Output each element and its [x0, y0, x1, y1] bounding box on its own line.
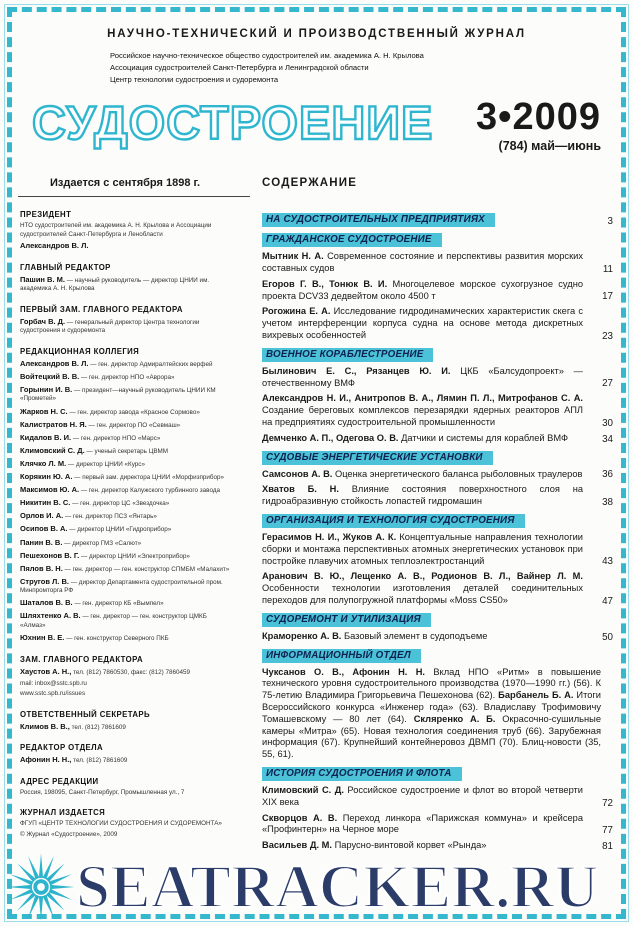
board-member-name: Никитин В. С.: [20, 498, 71, 508]
toc-section-heading: ВОЕННОЕ КОРАБЛЕСТРОЕНИЕ: [262, 348, 433, 362]
board-member-role: тел. (812) 7860530, факс: (812) 7860459: [71, 668, 190, 676]
board-member-role: тел. (812) 7861609: [71, 757, 128, 765]
board-member-role: — ген. директор — ген. конструктор ЦМКБ «Алмаз»: [20, 613, 207, 629]
board-member-role: — первый зам. директора ЦНИИ «Морфизприбор»: [72, 474, 225, 482]
publisher-org-line: Ассоциация судостроителей Санкт-Петербурга и Ленинградской области: [110, 62, 369, 72]
board-member-name: Стругов Л. В.: [20, 576, 69, 586]
toc-item-title: Влияние состояния поверхностного слоя на гидроабразивную стойкость лопастей гидромашин: [262, 484, 583, 507]
sidebar-section: [20, 347, 234, 644]
board-member-role: — директор ЦНИИ «Электроприбор»: [79, 552, 190, 560]
toc-item: [262, 631, 613, 643]
sidebar-section: [20, 655, 234, 699]
sidebar-section-heading: РЕДАКТОР ОТДЕЛА: [20, 743, 104, 753]
toc-item-title: ЦКБ «Балсудопроект» — отечественному ВМФ: [262, 365, 583, 388]
toc-item: [262, 667, 613, 761]
sidebar-entry-text: www.sstc.spb.ru/issues: [20, 690, 86, 698]
board-member-name: Панин В. В.: [20, 537, 63, 547]
toc-item-title: Переход линкора «Парижская коммуна» и крейсера «Профинтерн» на Черное море: [262, 812, 583, 835]
sidebar-entry-text: НТО судостроителей им. академика А. Н. Крылова и Ассоциации судостроителей Санкт-Петербурга и Ленобласти: [20, 222, 212, 238]
board-member-role: — директор ЦНИИ «Гидроприбор»: [67, 526, 172, 534]
issue-block: [476, 98, 615, 153]
board-member-name: Кидалов В. И.: [20, 432, 72, 442]
toc-heading-row: [262, 451, 613, 465]
toc-item-authors: Хватов Б. Н.: [262, 484, 339, 495]
toc-heading-row: [262, 514, 613, 528]
page-number: 50: [602, 631, 613, 643]
sidebar-section: [20, 305, 234, 336]
toc-item-authors: Александров Н. И., Анитропов В. А., Лямин П. Л., Митрофанов С. А.: [262, 393, 583, 404]
board-member: [20, 359, 234, 370]
board-member-role: — научный руководитель — директор ЦНИИ им. академика А. Н. Крылова: [20, 276, 210, 293]
board-member-role: — генеральный директор Центра технологии судостроения и судоремонта: [20, 318, 200, 335]
board-member: [20, 524, 234, 535]
page-number: 23: [602, 330, 613, 342]
board-member: [20, 722, 234, 733]
toc-item: [262, 433, 613, 445]
toc-heading-row: [262, 348, 613, 362]
publisher-org-line: Центр технологии судостроения и судоремонта: [110, 74, 279, 84]
toc-item-text: [262, 393, 595, 428]
board-member-name: Шаталов В. В.: [20, 598, 73, 608]
sidebar-entry-text: mail: inbox@sstc.spb.ru: [20, 679, 87, 687]
board-member-name: Шляхтенко А. В.: [20, 611, 81, 621]
board-member-role: — директор Департамента судостроительной пром. Минпромторга РФ: [20, 578, 223, 595]
toc-item-authors: Скворцов А. В.: [262, 812, 338, 823]
toc-item-text: [262, 813, 595, 837]
board-member: [20, 446, 234, 457]
board-member: [20, 598, 234, 609]
board-member: [20, 667, 234, 678]
board-member: [20, 755, 234, 766]
toc-section-heading: ГРАЖДАНСКОЕ СУДОСТРОЕНИЕ: [262, 233, 442, 247]
sidebar-section-heading: ЗАМ. ГЛАВНОГО РЕДАКТОРА: [20, 654, 144, 664]
toc-item: [262, 813, 613, 837]
board-member: [20, 459, 234, 470]
toc-item-text: [262, 306, 595, 341]
toc-item-text: [262, 279, 595, 303]
toc-item-title: Российское судостроение и флот во второй четверти XIX века: [262, 785, 583, 807]
board-member-role: — ген. директор ЦС «Звездочка»: [70, 500, 170, 508]
toc-item: [262, 393, 613, 428]
board-member-name: Климовский С. Д.: [20, 445, 85, 455]
board-member-name: Максимов Ю. А.: [20, 485, 80, 495]
page-number: 81: [602, 840, 613, 852]
toc-item-title: Современное состояние и перспективы развития морских составных судов: [262, 251, 583, 274]
page-number: 34: [602, 433, 613, 445]
main-columns: [18, 206, 615, 858]
toc-item-authors: Самсонов А. В.: [262, 468, 333, 479]
page-number: 17: [602, 291, 613, 303]
masthead: [32, 98, 615, 153]
toc-item: [262, 366, 613, 390]
toc-item: [262, 279, 613, 303]
toc-item: [262, 571, 613, 606]
toc-heading-row: [262, 213, 613, 227]
toc-section: [262, 451, 613, 508]
toc-section-heading: СУДОВЫЕ ЭНЕРГЕТИЧЕСКИЕ УСТАНОВКИ: [262, 451, 493, 465]
board-member: [20, 633, 234, 644]
toc-section: [262, 348, 613, 445]
board-member-name: Климов В. В.,: [20, 721, 70, 731]
board-member: [20, 241, 234, 252]
board-member-role: — ген. директор ПО «Севмаш»: [86, 421, 181, 429]
toc-item-authors: Рогожина Е. А.: [262, 306, 331, 317]
page-number: 47: [602, 595, 613, 607]
published-since: Издается с сентября 1898 г.: [50, 177, 201, 190]
board-member-role: — ген. директор ПСЗ «Янтарь»: [63, 513, 157, 521]
since-cell: [18, 173, 250, 197]
toc-item-text: [262, 667, 613, 761]
board-member: [20, 538, 234, 549]
toc-item-text: [262, 366, 595, 390]
toc-item: [262, 532, 613, 567]
board-member-name: Калистратов Н. Я.: [20, 419, 87, 429]
toc-section: [262, 514, 613, 607]
toc-section: [262, 649, 613, 761]
sidebar-section: [20, 210, 234, 252]
toc-item-title: Оценка энергетического баланса рыболовных траулеров: [332, 468, 583, 479]
board-member-role: — ген. директор Адмиралтейских верфей: [88, 360, 213, 368]
publisher-orgs: [110, 50, 615, 85]
toc-item-title: Создание береговых комплексов перезарядки ядерных реакторов АПЛ на предприятиях судостроительной промышленности: [262, 405, 583, 428]
board-member-role: — ген. директор завода «Красное Сормово»: [67, 408, 200, 416]
toc-item-text: [262, 433, 595, 445]
toc-item-title: Парусно-винтовой корвет «Рында»: [331, 840, 487, 851]
page-number: 72: [602, 797, 613, 809]
board-member-name: Пашин В. М.: [20, 274, 65, 284]
toc-item-title: Датчики и системы для кораблей ВМФ: [398, 432, 569, 443]
sidebar-section: [20, 777, 234, 798]
board-member: [20, 317, 234, 336]
board-member: [20, 564, 234, 575]
board-member: [20, 407, 234, 418]
toc-item: [262, 469, 613, 481]
board-member-name: Афонин Н. Н.,: [20, 755, 72, 765]
page-number: 3: [607, 216, 613, 228]
subhead-row: [18, 173, 615, 197]
publisher-org-line: Российское научно-техническое общество судостроителей им. академика А. Н. Крылова: [110, 51, 424, 60]
sidebar-section-heading: ЖУРНАЛ ИЗДАЕТСЯ: [20, 808, 106, 818]
board-member-role: — ген. директор НПО «Марс»: [71, 434, 161, 442]
sidebar-section-heading: ГЛАВНЫЙ РЕДАКТОР: [20, 262, 111, 272]
sidebar-entry-text: © Журнал «Судостроение», 2009: [20, 830, 118, 838]
board-member: [20, 472, 234, 483]
toc-item: [262, 785, 613, 809]
toc-item: [262, 306, 613, 341]
board-member-name: Осипов В. А.: [20, 524, 68, 534]
sidebar-section-heading: ПРЕЗИДЕНТ: [20, 210, 72, 220]
board-member-role: — президент—научный руководитель ЦНИИ КМ «Прометей»: [20, 386, 216, 403]
page-number: 27: [602, 378, 613, 390]
toc-heading-row: [262, 649, 613, 663]
board-member: [20, 551, 234, 562]
board-member: [20, 511, 234, 522]
toc-item-authors: Васильев Д. М.: [262, 840, 332, 851]
toc-item-text: [262, 840, 595, 852]
board-member-role: тел. (812) 7861609: [69, 723, 126, 731]
board-member-name: Горбач В. Д.: [20, 316, 66, 326]
board-member: [20, 611, 234, 630]
board-member-name: Александров В. Л.: [20, 358, 89, 368]
board-member: [20, 372, 234, 383]
page-number: 36: [602, 469, 613, 481]
toc-item-title: Концептуальные направления технологии сборки и монтажа перспективных атомных энергетических установок при постройке плавучих атомных теплоэлектростанций: [262, 532, 584, 566]
toc-item-text: [262, 631, 595, 643]
board-member: [20, 498, 234, 509]
board-member-role: — ген. директор — ген. конструктор СПМБМ «Малахит»: [62, 565, 230, 573]
sidebar-entry-text: ФГУП «ЦЕНТР ТЕХНОЛОГИИ СУДОСТРОЕНИЯ И СУДОРЕМОНТА»: [20, 820, 222, 828]
toc-item-text: [262, 571, 595, 606]
board-member: [20, 420, 234, 431]
toc-item-authors: Демченко А. П., Одегова О. В.: [262, 432, 399, 443]
toc-item-text: [262, 484, 595, 508]
toc-section: [262, 613, 613, 643]
toc-item-text: [262, 785, 595, 809]
board-member-name: Орлов И. А.: [20, 511, 64, 521]
sidebar-section: [20, 743, 234, 766]
board-member-name: Корякин Ю. А.: [20, 472, 73, 482]
board-member-name: Клячко Л. М.: [20, 458, 67, 468]
toc-item-text: [262, 469, 595, 481]
toc-section-heading: СУДОРЕМОНТ И УТИЛИЗАЦИЯ: [262, 613, 431, 627]
board-member: [20, 433, 234, 444]
sidebar-section-heading: АДРЕС РЕДАКЦИИ: [20, 776, 99, 786]
sidebar-section: [20, 263, 234, 294]
toc-segment: Окрасочно-сушильные камеры «Митра» (65). Новая технология соединения труб (66). Зарубежная информация (67). Крупнейший контейнеровоз ДВМП (70). Блиц-новости (35, 55, 61).: [262, 713, 602, 760]
sidebar-section: [20, 808, 234, 839]
board-member-name: Юхнин В. Е.: [20, 633, 65, 643]
toc-sections: [250, 206, 615, 858]
page-number: 77: [602, 825, 613, 837]
toc-segment: Итоги Всероссийского конкурса «Инженер года» (63). Владиславу Трофимовичу Томашевскому — 80 лет (64).: [262, 690, 601, 724]
toc-section: [262, 233, 613, 342]
toc-heading-row: [262, 613, 613, 627]
toc-heading-row: [262, 767, 613, 781]
sidebar-section-heading: ОТВЕТСТВЕННЫЙ СЕКРЕТАРЬ: [20, 709, 151, 719]
toc-item-title: Особенности технологии изготовления деталей соединительных переходов для полупогружной платформы «Moss CS50»: [262, 583, 583, 606]
toc-section-heading: ИНФОРМАЦИОННЫЙ ОТДЕЛ: [262, 649, 421, 663]
toc-section-heading: НА СУДОСТРОИТЕЛЬНЫХ ПРЕДПРИЯТИЯХ: [262, 213, 495, 227]
toc-item-authors: Мытник Н. А.: [262, 251, 324, 262]
toc-item-authors: Герасимов Н. И., Жуков А. К.: [262, 532, 397, 543]
toc-item-authors: Краморенко А. В.: [262, 630, 342, 641]
sidebar-section: [20, 710, 234, 733]
sidebar-section-heading: РЕДАКЦИОННАЯ КОЛЛЕГИЯ: [20, 346, 140, 356]
toc-item-text: [262, 532, 595, 567]
toc-item-text: [262, 251, 595, 275]
watermark-text: SEATRACKER.RU: [76, 853, 599, 921]
toc-item-authors: Егоров Г. В., Тонюк В. И.: [262, 278, 388, 289]
board-member: [20, 385, 234, 404]
board-member-role: — ген. директор КБ «Вымпел»: [72, 600, 164, 608]
toc-item-authors: Климовский С. Д.: [262, 785, 344, 795]
toc-item-authors: Былинович Е. С., Рязанцев Ю. И.: [262, 365, 451, 376]
issue-subtitle: (784) май—июнь: [498, 139, 601, 154]
toc-item: [262, 840, 613, 852]
toc-segment: Скляренко А. Б.: [413, 713, 496, 724]
toc-section: [262, 767, 613, 852]
toc-section-heading: ОРГАНИЗАЦИЯ И ТЕХНОЛОГИЯ СУДОСТРОЕНИЯ: [262, 514, 525, 528]
toc-item-authors: Аранович В. Ю., Лещенко А. В., Родионов В. Л., Вайнер Л. М.: [262, 571, 583, 582]
page-number: 11: [602, 263, 613, 275]
board-member-role: — ген. директор НПО «Аврора»: [79, 373, 175, 381]
toc-item-title: Исследование гидродинамических характеристик скега с учетом интерференции корпуса судна на основе метода дискретных вихревых особенностей: [262, 306, 584, 341]
contents-title: СОДЕРЖАНИЕ: [262, 177, 358, 190]
board-member-name: Хаустов А. Н.,: [20, 666, 72, 676]
journal-title: СУДОСТРОЕНИЕ: [32, 96, 434, 150]
page-number: 43: [602, 556, 613, 568]
board-member: [20, 275, 234, 294]
board-member-name: Пялов В. Н.: [20, 563, 63, 573]
board-member-name: Горынин И. В.: [20, 384, 73, 394]
toc-item-title: Многоцелевое морское сухогрузное судно проекта DCV33 дедвейтом около 4500 т: [262, 278, 584, 301]
board-member-name: Пешехонов В. Г.: [20, 550, 80, 560]
board-member: [20, 485, 234, 496]
board-member: [20, 577, 234, 596]
sidebar-entry-text: Россия, 198095, Санкт-Петербург, Промышленная ул., 7: [20, 788, 185, 796]
board-member-role: — директор ЦНИИ «Курс»: [66, 460, 145, 468]
board-member-name: Александров В. Л.: [20, 241, 89, 251]
toc-section: [262, 213, 613, 227]
toc-item: [262, 251, 613, 275]
page-number: 30: [602, 417, 613, 429]
toc-item: [262, 484, 613, 508]
journal-tagline: НАУЧНО-ТЕХНИЧЕСКИЙ И ПРОИЗВОДСТВЕННЫЙ ЖУРНАЛ: [107, 28, 526, 40]
board-member-role: — ген. директор Калужского турбинного завода: [79, 487, 220, 495]
toc-section-heading: ИСТОРИЯ СУДОСТРОЕНИЯ И ФЛОТА: [262, 767, 462, 781]
toc-item-title: Базовый элемент в судоподъеме: [341, 630, 488, 641]
board-member-name: Жарков Н. С.: [20, 406, 68, 416]
toc-segment: Барбанель Б. А.: [498, 690, 574, 701]
toc-segment: Вклад НПО «Ритм» в повышение технического уровня судостроительного производства (1970—1990 гг.) (56). К 75-летию Владимира Григорьевича Пешехонова (62).: [262, 666, 601, 701]
contents-cell: [250, 173, 615, 197]
board-member-name: Войтецкий В. В.: [20, 371, 80, 381]
board-member-role: — ген. конструктор Северного ПКБ: [64, 635, 169, 643]
toc-segment: Чуксанов О. В., Афонин Н. Н.: [262, 666, 426, 677]
toc-heading-row: [262, 233, 613, 247]
sidebar-sections: [18, 206, 250, 858]
page-number: 38: [602, 497, 613, 509]
board-member-role: — ученый секретарь ЦВММ: [84, 447, 169, 455]
sidebar-section-heading: ПЕРВЫЙ ЗАМ. ГЛАВНОГО РЕДАКТОРА: [20, 304, 183, 314]
page-content: [18, 16, 615, 910]
issue-number: 3•2009: [476, 96, 601, 139]
board-member-role: — директор ГМЗ «Салют»: [62, 539, 142, 547]
